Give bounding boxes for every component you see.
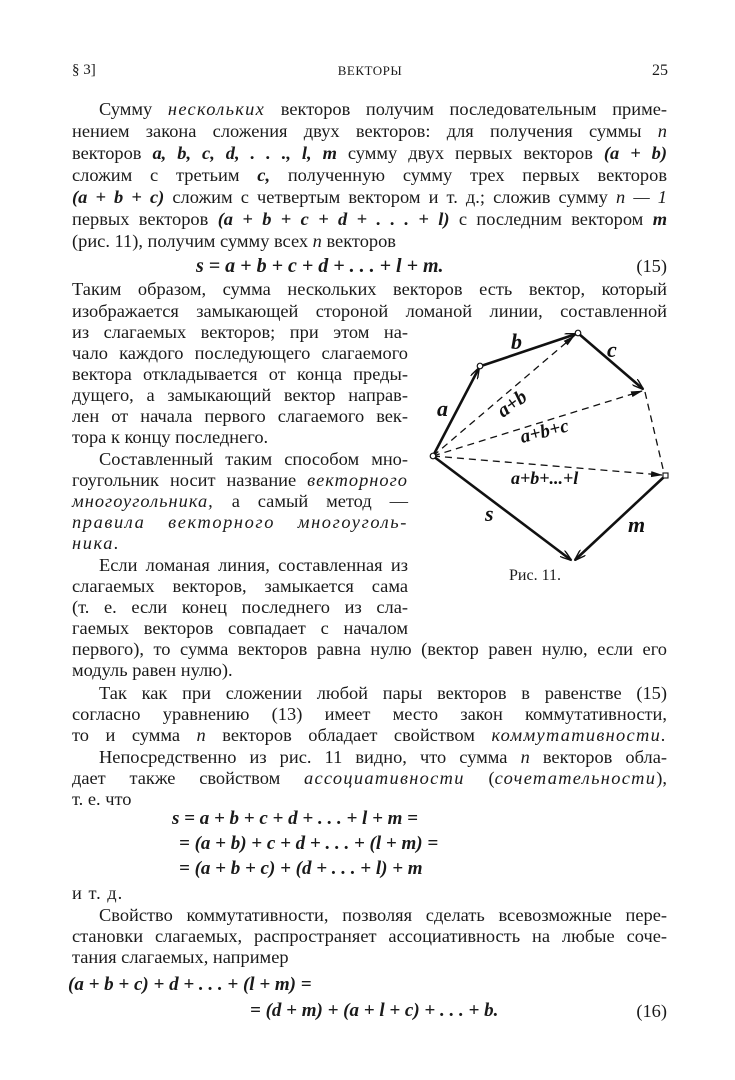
paragraph-4-line-2: слагаемых векторов, замыкается сама <box>72 576 408 596</box>
paragraph-2-line-6: дущего, а замыкающий вектор направ- <box>72 385 408 405</box>
paragraph-2-line-4: чало каждого последующего слагаемого <box>72 343 408 363</box>
paragraph-6-line-3: т. е. что <box>72 789 132 809</box>
text: а самый метод — <box>213 491 408 511</box>
label-b: b <box>511 329 522 354</box>
paragraph-4-line-5: первого), то сумма векторов равна нулю (вектор равен нулю, если его <box>72 639 667 659</box>
running-title: ВЕКТОРЫ <box>337 63 403 78</box>
label-c: c <box>607 337 617 362</box>
text: первых векторов <box>72 209 218 229</box>
text: с последним вектором <box>449 209 653 229</box>
text: дает также свойством <box>72 768 304 788</box>
intermediate-dashed-side <box>645 392 664 473</box>
math-n: n <box>196 725 206 745</box>
text: Сумму <box>99 99 168 119</box>
equation-15-number: (15) <box>636 256 667 276</box>
paragraph-3-line-5: ника. <box>72 533 121 553</box>
assoc-equation-line-1: s = a + b + c + d + . . . + l + m = <box>172 808 418 829</box>
math-expression: (a + b) <box>603 143 667 163</box>
section-marker: § 3] <box>72 62 96 78</box>
paragraph-7-line-2: становки слагаемых, распространяет ассоциативность на любые соче- <box>72 926 667 946</box>
paragraph-2-line-8: тора к концу последнего. <box>72 427 269 447</box>
page-number: 25 <box>652 62 668 79</box>
paragraph-2-line-3: из слагаемых векторов; при этом на- <box>72 322 408 342</box>
emphasis: многоугольника, <box>72 491 214 511</box>
vertex-origin <box>430 453 436 459</box>
text: то и сумма <box>72 725 197 745</box>
text: нением закона сложения двух векторов: для получения суммы <box>72 121 658 141</box>
figure-caption: Рис. 11. <box>509 567 561 584</box>
vector-m: m <box>652 209 668 229</box>
paragraph-2-line-7: лен от начала первого слагаемого век- <box>72 406 408 426</box>
equation-16-line-1: (a + b + c) + d + . . . + (l + m) = <box>68 974 312 995</box>
label-a: a <box>437 396 448 421</box>
text: сумму двух первых векторов <box>336 143 604 163</box>
paragraph-2-line-2: изображается замыкающей стороной ломаной линии, составленной <box>72 301 667 321</box>
paragraph-7-line-1: Свойство коммутативности, позволяя сделать всевозможные пере- <box>99 905 667 925</box>
vector-c: c, <box>257 165 271 185</box>
vertex-b-end <box>575 330 581 336</box>
paragraph-5-line-1: Так как при сложении любой пары векторов в равенстве (15) <box>99 683 667 703</box>
paragraph-3-line-1: Составленный таким способом мно- <box>99 449 408 469</box>
emphasis: векторного <box>307 470 408 490</box>
math-n: n <box>312 231 322 251</box>
equation-15: s = a + b + c + d + . . . + l + m. <box>196 255 444 277</box>
paragraph-2-line-1: Таким образом, сумма нескольких векторов есть вектор, который <box>72 279 667 299</box>
paragraph-7-line-3: тания слагаемых, например <box>72 947 289 967</box>
text: ), <box>656 768 667 788</box>
math-expression: (a + b + c + d + . . . + l) <box>217 209 450 229</box>
math-expression: (a + b + c) <box>72 187 165 207</box>
vertex-l-end <box>663 473 668 478</box>
paragraph-4-line-6: модуль равен нулю). <box>72 660 233 680</box>
equation-16-line-2: = (d + m) + (a + l + c) + . . . + b. <box>250 1000 499 1021</box>
label-m: m <box>628 512 646 537</box>
assoc-equation-line-2: = (a + b) + c + d + . . . + (l + m) = <box>179 833 439 854</box>
paragraph-2-line-5: вектора откладывается от конца преды- <box>72 364 408 384</box>
text: полученную сумму трех первых векторов <box>270 165 668 185</box>
paragraph-4-line-3: (т. е. если конец последнего из сла- <box>72 597 408 617</box>
text: гоугольник носит название <box>72 470 308 490</box>
emphasis: ассоциативности <box>303 768 465 788</box>
text: Непосредственно из рис. 11 видно, что сумма <box>99 747 521 767</box>
paragraph-5-line-2: согласно уравнению (13) имеет место закон коммутативности, <box>72 704 667 724</box>
emphasis: сочетательности <box>494 768 657 788</box>
emphasis: коммутативности. <box>491 725 667 745</box>
text: сложим с третьим <box>72 165 258 185</box>
math-n: n <box>657 121 667 141</box>
math-n: n <box>520 747 530 767</box>
text: векторов <box>321 231 396 251</box>
text: векторов обла- <box>529 747 667 767</box>
label-s: s <box>485 501 494 526</box>
vector-list: a, b, c, d, . . ., l, m <box>152 143 337 163</box>
text: сложим с четвертым вектором и т. д.; сложив сумму <box>164 187 617 207</box>
vertex-a-end <box>477 363 483 369</box>
paragraph-4-line-4: гаемых векторов совпадает с началом <box>72 618 408 638</box>
paragraph-7-line-0: и т. д. <box>72 883 124 903</box>
label-a-plus-b-plus-c: a+b+c <box>518 415 571 448</box>
emphasis: нескольких <box>167 99 266 119</box>
text: векторов получим последовательным приме- <box>265 99 667 119</box>
paragraph-3-line-4: правила векторного многоуголь- <box>72 512 408 532</box>
text: (рис. 11), получим сумму всех <box>72 231 313 251</box>
assoc-equation-line-3: = (a + b + c) + (d + . . . + l) + m <box>179 858 423 879</box>
text: векторов <box>72 143 153 163</box>
paragraph-4-line-1: Если ломаная линия, составленная из <box>99 555 408 575</box>
equation-16-number: (16) <box>636 1001 667 1021</box>
label-a-plus-b-to-l: a+b+...+l <box>511 468 579 488</box>
vector-b-arrow <box>481 334 576 366</box>
label-a-plus-b: a+b <box>493 385 532 423</box>
text: ( <box>464 768 495 788</box>
math-expression: n — 1 <box>616 187 668 207</box>
vector-m-arrow <box>575 476 665 560</box>
text: векторов обладает свойством <box>205 725 492 745</box>
